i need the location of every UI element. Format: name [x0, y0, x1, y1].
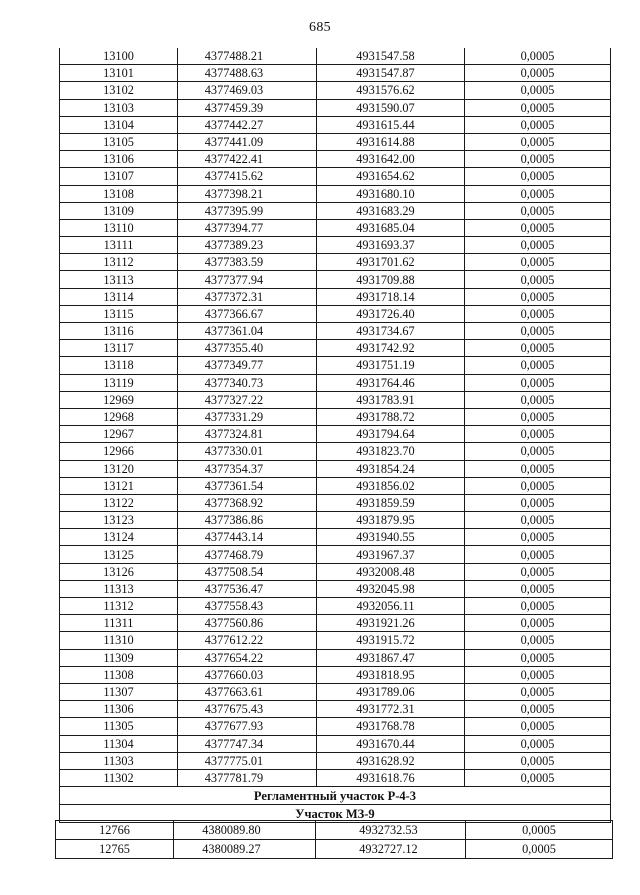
point-number-cell: 13120	[60, 460, 178, 477]
value-cell: 0,0005	[465, 563, 611, 580]
point-number-cell: 13103	[60, 99, 178, 116]
value-cell: 0,0005	[465, 546, 611, 563]
table-row	[60, 185, 611, 202]
x-coordinate-cell: 4377459.39	[178, 99, 317, 116]
value-cell: 0,0005	[465, 65, 611, 82]
point-number-cell: 11313	[60, 580, 178, 597]
value-cell: 0,0005	[465, 202, 611, 219]
point-number-cell: 13112	[60, 254, 178, 271]
value-cell: 0,0005	[465, 133, 611, 150]
point-number-cell: 13115	[60, 305, 178, 322]
value-cell: 0,0005	[465, 340, 611, 357]
y-coordinate-cell: 4931856.02	[317, 477, 465, 494]
point-number-cell: 13109	[60, 202, 178, 219]
point-number-cell: 13110	[60, 219, 178, 236]
x-coordinate-cell: 4377560.86	[178, 615, 317, 632]
x-coordinate-cell: 4377508.54	[178, 563, 317, 580]
y-coordinate-cell: 4931680.10	[317, 185, 465, 202]
section-table-body	[56, 821, 613, 859]
point-number-cell: 13101	[60, 65, 178, 82]
y-coordinate-cell: 4931915.72	[317, 632, 465, 649]
value-cell: 0,0005	[465, 443, 611, 460]
table-row	[60, 288, 611, 305]
x-coordinate-cell: 4377389.23	[178, 237, 317, 254]
value-cell: 0,0005	[465, 254, 611, 271]
value-cell: 0,0005	[465, 99, 611, 116]
x-coordinate-cell: 4377775.01	[178, 752, 317, 769]
table-row	[60, 237, 611, 254]
y-coordinate-cell: 4931867.47	[317, 649, 465, 666]
x-coordinate-cell: 4377361.54	[178, 477, 317, 494]
x-coordinate-cell: 4377354.37	[178, 460, 317, 477]
section-heading: Регламентный участок Р-4-3	[60, 787, 611, 805]
y-coordinate-cell: 4931734.67	[317, 323, 465, 340]
x-coordinate-cell: 4377366.67	[178, 305, 317, 322]
value-cell: 0,0005	[465, 494, 611, 511]
x-coordinate-cell: 4377443.14	[178, 529, 317, 546]
value-cell: 0,0005	[466, 840, 613, 859]
x-coordinate-cell: 4377368.92	[178, 494, 317, 511]
value-cell: 0,0005	[465, 649, 611, 666]
point-number-cell: 13108	[60, 185, 178, 202]
point-number-cell: 11307	[60, 683, 178, 700]
y-coordinate-cell: 4931764.46	[317, 374, 465, 391]
y-coordinate-cell: 4931940.55	[317, 529, 465, 546]
y-coordinate-cell: 4931618.76	[317, 769, 465, 786]
table-row	[60, 580, 611, 597]
x-coordinate-cell: 4377355.40	[178, 340, 317, 357]
value-cell: 0,0005	[465, 116, 611, 133]
y-coordinate-cell: 4932045.98	[317, 580, 465, 597]
table-row	[60, 374, 611, 391]
point-number-cell: 12968	[60, 408, 178, 425]
table-row	[60, 546, 611, 563]
value-cell: 0,0005	[465, 408, 611, 425]
point-number-cell: 11302	[60, 769, 178, 786]
point-number-cell: 11304	[60, 735, 178, 752]
table-row	[60, 202, 611, 219]
table-row	[60, 254, 611, 271]
point-number-cell: 13107	[60, 168, 178, 185]
value-cell: 0,0005	[465, 151, 611, 168]
table-row	[60, 82, 611, 99]
x-coordinate-cell: 4377781.79	[178, 769, 317, 786]
value-cell: 0,0005	[465, 237, 611, 254]
table-row	[60, 271, 611, 288]
value-cell: 0,0005	[465, 701, 611, 718]
x-coordinate-cell: 4377654.22	[178, 649, 317, 666]
value-cell: 0,0005	[465, 374, 611, 391]
point-number-cell: 13119	[60, 374, 178, 391]
x-coordinate-cell: 4377415.62	[178, 168, 317, 185]
point-number-cell: 12967	[60, 426, 178, 443]
y-coordinate-cell: 4931859.59	[317, 494, 465, 511]
table-row	[60, 168, 611, 185]
point-number-cell: 11309	[60, 649, 178, 666]
y-coordinate-cell: 4931654.62	[317, 168, 465, 185]
table-row	[60, 701, 611, 718]
y-coordinate-cell: 4931701.62	[317, 254, 465, 271]
point-number-cell: 13102	[60, 82, 178, 99]
table-row	[60, 133, 611, 150]
point-number-cell: 13126	[60, 563, 178, 580]
table-row	[60, 443, 611, 460]
table-row	[60, 494, 611, 511]
point-number-cell: 13123	[60, 512, 178, 529]
page-number: 685	[309, 20, 331, 35]
point-number-cell: 11312	[60, 598, 178, 615]
coordinates-table-body	[60, 48, 611, 823]
x-coordinate-cell: 4377349.77	[178, 357, 317, 374]
point-number-cell: 13124	[60, 529, 178, 546]
y-coordinate-cell: 4931768.78	[317, 718, 465, 735]
value-cell: 0,0005	[465, 185, 611, 202]
value-cell: 0,0005	[465, 632, 611, 649]
section-table	[55, 820, 613, 859]
table-row	[60, 563, 611, 580]
point-number-cell: 13125	[60, 546, 178, 563]
y-coordinate-cell: 4931742.92	[317, 340, 465, 357]
y-coordinate-cell: 4931726.40	[317, 305, 465, 322]
point-number-cell: 13118	[60, 357, 178, 374]
value-cell: 0,0005	[465, 512, 611, 529]
x-coordinate-cell: 4377394.77	[178, 219, 317, 236]
y-coordinate-cell: 4931823.70	[317, 443, 465, 460]
table-row	[60, 683, 611, 700]
section-heading-row	[60, 787, 611, 805]
value-cell: 0,0005	[465, 48, 611, 65]
table-row	[60, 735, 611, 752]
y-coordinate-cell: 4931921.26	[317, 615, 465, 632]
value-cell: 0,0005	[465, 305, 611, 322]
table-row	[60, 718, 611, 735]
table-row	[60, 632, 611, 649]
table-row	[60, 357, 611, 374]
x-coordinate-cell: 4377324.81	[178, 426, 317, 443]
x-coordinate-cell: 4377441.09	[178, 133, 317, 150]
point-number-cell: 11306	[60, 701, 178, 718]
point-number-cell: 11311	[60, 615, 178, 632]
value-cell: 0,0005	[465, 460, 611, 477]
y-coordinate-cell: 4931967.37	[317, 546, 465, 563]
point-number-cell: 13117	[60, 340, 178, 357]
y-coordinate-cell: 4931628.92	[317, 752, 465, 769]
x-coordinate-cell: 4377383.59	[178, 254, 317, 271]
value-cell: 0,0005	[465, 323, 611, 340]
y-coordinate-cell: 4931642.00	[317, 151, 465, 168]
x-coordinate-cell: 4377372.31	[178, 288, 317, 305]
value-cell: 0,0005	[465, 271, 611, 288]
table-row	[60, 666, 611, 683]
y-coordinate-cell: 4931879.95	[317, 512, 465, 529]
table-row	[60, 769, 611, 786]
y-coordinate-cell: 4931590.07	[317, 99, 465, 116]
point-number-cell: 13105	[60, 133, 178, 150]
point-number-cell: 13113	[60, 271, 178, 288]
x-coordinate-cell: 4377612.22	[178, 632, 317, 649]
y-coordinate-cell: 4931547.58	[317, 48, 465, 65]
y-coordinate-cell: 4931772.31	[317, 701, 465, 718]
y-coordinate-cell: 4931818.95	[317, 666, 465, 683]
table-row	[60, 529, 611, 546]
table-row	[60, 219, 611, 236]
y-coordinate-cell: 4931576.62	[317, 82, 465, 99]
y-coordinate-cell: 4931854.24	[317, 460, 465, 477]
x-coordinate-cell: 4377747.34	[178, 735, 317, 752]
y-coordinate-cell: 4931547.87	[317, 65, 465, 82]
value-cell: 0,0005	[465, 82, 611, 99]
x-coordinate-cell: 4377468.79	[178, 546, 317, 563]
point-number-cell: 13116	[60, 323, 178, 340]
table-row	[60, 408, 611, 425]
table-row	[60, 477, 611, 494]
x-coordinate-cell: 4377663.61	[178, 683, 317, 700]
value-cell: 0,0005	[465, 598, 611, 615]
y-coordinate-cell: 4931789.06	[317, 683, 465, 700]
table-row	[60, 460, 611, 477]
table-row	[60, 99, 611, 116]
y-coordinate-cell: 4931683.29	[317, 202, 465, 219]
y-coordinate-cell: 4931794.64	[317, 426, 465, 443]
table-row	[60, 391, 611, 408]
value-cell: 0,0005	[465, 426, 611, 443]
table-row	[56, 821, 613, 840]
y-coordinate-cell: 4931670.44	[317, 735, 465, 752]
x-coordinate-cell: 4380089.27	[174, 840, 316, 859]
table-row	[60, 512, 611, 529]
x-coordinate-cell: 4377442.27	[178, 116, 317, 133]
point-number-cell: 13111	[60, 237, 178, 254]
table-row	[56, 840, 613, 859]
y-coordinate-cell: 4932056.11	[317, 598, 465, 615]
point-number-cell: 11305	[60, 718, 178, 735]
x-coordinate-cell: 4377675.43	[178, 701, 317, 718]
table-row	[60, 615, 611, 632]
y-coordinate-cell: 4932008.48	[317, 563, 465, 580]
value-cell: 0,0005	[465, 288, 611, 305]
value-cell: 0,0005	[465, 391, 611, 408]
y-coordinate-cell: 4931614.88	[317, 133, 465, 150]
value-cell: 0,0005	[465, 769, 611, 786]
table-row	[60, 649, 611, 666]
point-number-cell: 13121	[60, 477, 178, 494]
value-cell: 0,0005	[465, 718, 611, 735]
x-coordinate-cell: 4377395.99	[178, 202, 317, 219]
table-row	[60, 598, 611, 615]
y-coordinate-cell: 4931709.88	[317, 271, 465, 288]
x-coordinate-cell: 4380089.80	[174, 821, 316, 840]
table-row	[60, 340, 611, 357]
value-cell: 0,0005	[465, 615, 611, 632]
point-number-cell: 13122	[60, 494, 178, 511]
x-coordinate-cell: 4377488.63	[178, 65, 317, 82]
y-coordinate-cell: 4931615.44	[317, 116, 465, 133]
table-row	[60, 426, 611, 443]
value-cell: 0,0005	[465, 357, 611, 374]
x-coordinate-cell: 4377558.43	[178, 598, 317, 615]
x-coordinate-cell: 4377330.01	[178, 443, 317, 460]
point-number-cell: 12765	[56, 840, 174, 859]
value-cell: 0,0005	[465, 735, 611, 752]
value-cell: 0,0005	[466, 821, 613, 840]
y-coordinate-cell: 4931693.37	[317, 237, 465, 254]
value-cell: 0,0005	[465, 752, 611, 769]
point-number-cell: 13100	[60, 48, 178, 65]
x-coordinate-cell: 4377361.04	[178, 323, 317, 340]
point-number-cell: 11308	[60, 666, 178, 683]
value-cell: 0,0005	[465, 219, 611, 236]
point-number-cell: 11310	[60, 632, 178, 649]
y-coordinate-cell: 4931685.04	[317, 219, 465, 236]
point-number-cell: 11303	[60, 752, 178, 769]
table-row	[60, 752, 611, 769]
x-coordinate-cell: 4377469.03	[178, 82, 317, 99]
section-heading: Участок МЗ-9	[60, 805, 611, 823]
point-number-cell: 12969	[60, 391, 178, 408]
y-coordinate-cell: 4931718.14	[317, 288, 465, 305]
table-row	[60, 48, 611, 65]
y-coordinate-cell: 4931788.72	[317, 408, 465, 425]
x-coordinate-cell: 4377327.22	[178, 391, 317, 408]
x-coordinate-cell: 4377386.86	[178, 512, 317, 529]
table-row	[60, 65, 611, 82]
x-coordinate-cell: 4377536.47	[178, 580, 317, 597]
point-number-cell: 13106	[60, 151, 178, 168]
point-number-cell: 13114	[60, 288, 178, 305]
table-row	[60, 151, 611, 168]
value-cell: 0,0005	[465, 580, 611, 597]
value-cell: 0,0005	[465, 529, 611, 546]
table-row	[60, 305, 611, 322]
x-coordinate-cell: 4377331.29	[178, 408, 317, 425]
value-cell: 0,0005	[465, 683, 611, 700]
point-number-cell: 12766	[56, 821, 174, 840]
value-cell: 0,0005	[465, 168, 611, 185]
y-coordinate-cell: 4932732.53	[316, 821, 466, 840]
point-number-cell: 13104	[60, 116, 178, 133]
x-coordinate-cell: 4377660.03	[178, 666, 317, 683]
y-coordinate-cell: 4931783.91	[317, 391, 465, 408]
value-cell: 0,0005	[465, 477, 611, 494]
x-coordinate-cell: 4377398.21	[178, 185, 317, 202]
value-cell: 0,0005	[465, 666, 611, 683]
table-row	[60, 323, 611, 340]
table-row	[60, 116, 611, 133]
x-coordinate-cell: 4377422.41	[178, 151, 317, 168]
x-coordinate-cell: 4377340.73	[178, 374, 317, 391]
y-coordinate-cell: 4932727.12	[316, 840, 466, 859]
x-coordinate-cell: 4377677.93	[178, 718, 317, 735]
point-number-cell: 12966	[60, 443, 178, 460]
x-coordinate-cell: 4377377.94	[178, 271, 317, 288]
y-coordinate-cell: 4931751.19	[317, 357, 465, 374]
x-coordinate-cell: 4377488.21	[178, 48, 317, 65]
coordinates-table	[59, 48, 611, 823]
